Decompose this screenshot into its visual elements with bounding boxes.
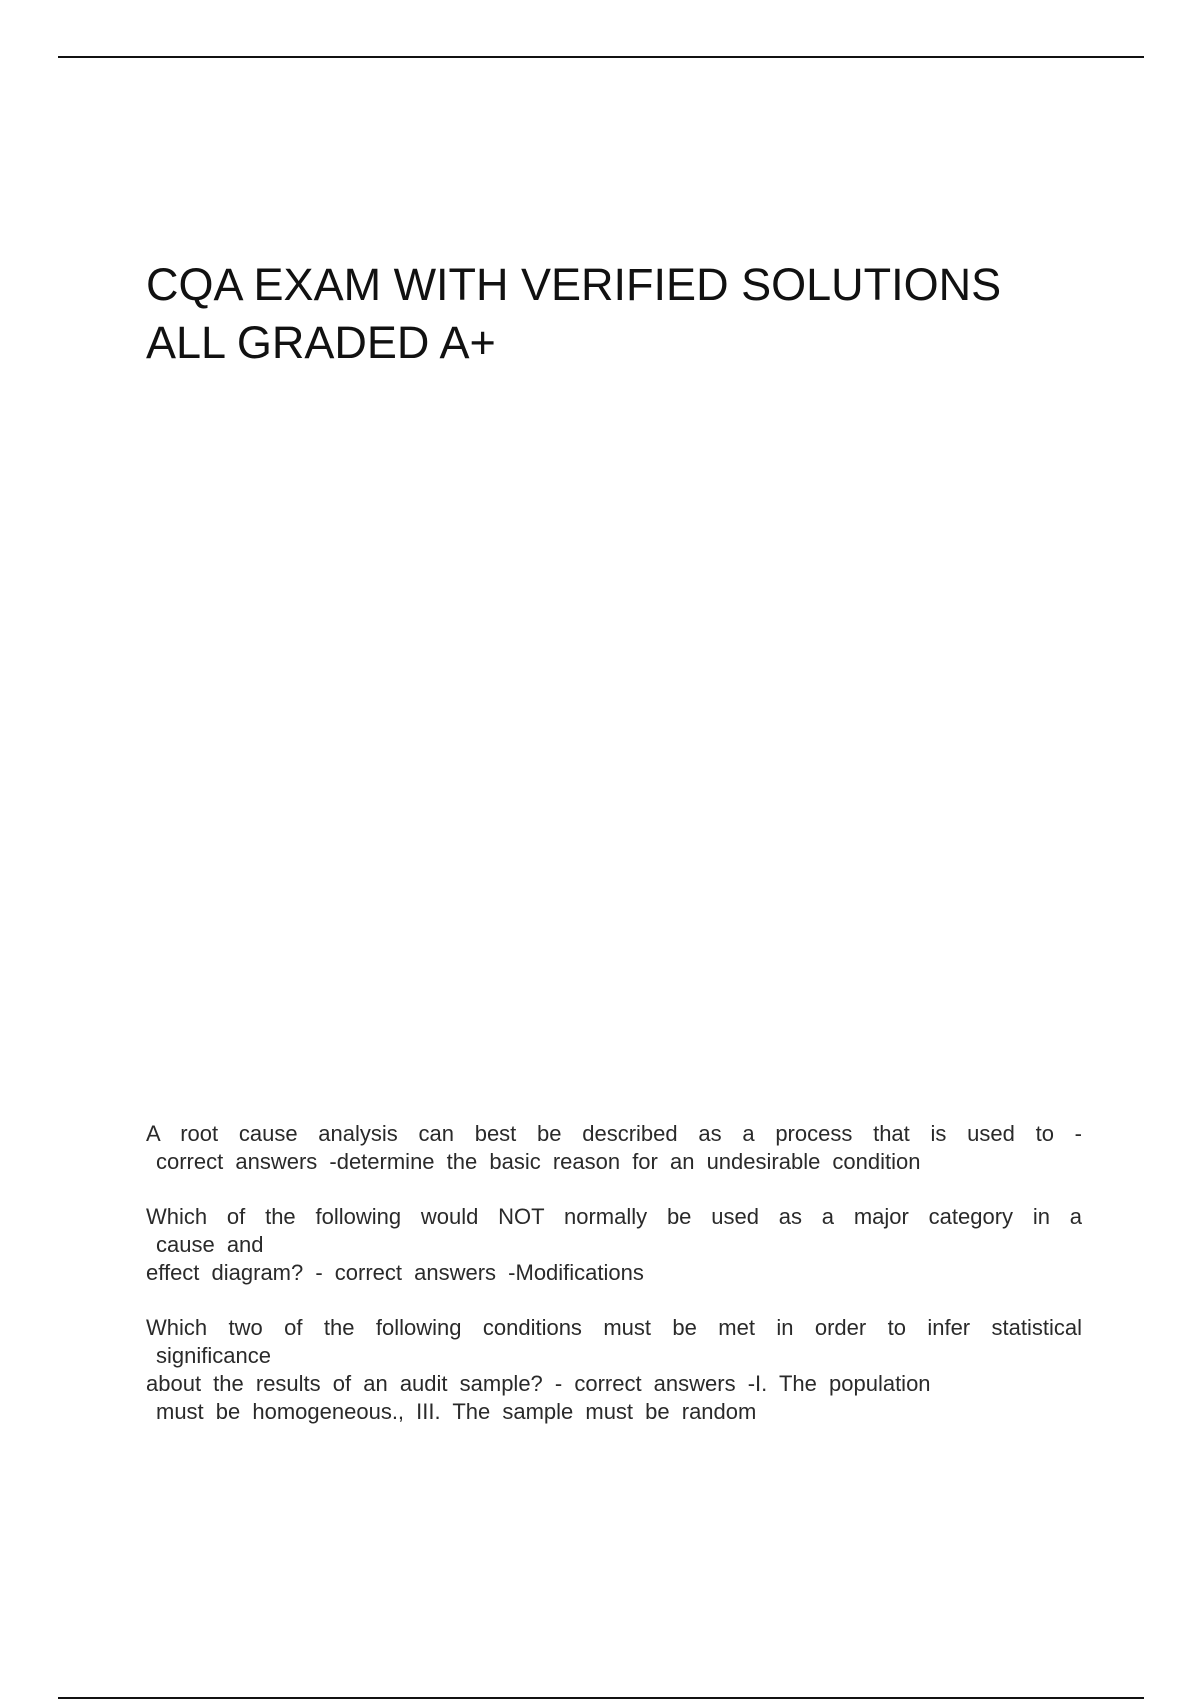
qa-line: significance [156,1343,271,1368]
question-answer-list [146,1120,1082,1453]
qa-line: must be homogeneous., III. The sample must be random [156,1399,757,1424]
qa-item-3 [146,1314,1082,1426]
qa-line: correct answers -determine the basic reason for an undesirable condition [156,1149,921,1174]
bottom-rule [58,1697,1144,1699]
qa-line: Which of the following would NOT normally be used as a major category in a [146,1204,1082,1229]
document-title [146,256,1106,372]
qa-line: about the results of an audit sample? - correct answers -I. The population [146,1371,931,1396]
top-rule [58,56,1144,58]
qa-item-1 [146,1120,1082,1176]
qa-item-2 [146,1203,1082,1287]
qa-line: A root cause analysis can best be described as a process that is used to - [146,1121,1082,1146]
qa-line: Which two of the following conditions must be met in order to infer statistical [146,1315,1082,1340]
qa-line: effect diagram? - correct answers -Modifications [146,1260,644,1285]
document-title-line-1: CQA EXAM WITH VERIFIED SOLUTIONS [146,259,1002,310]
qa-line: cause and [156,1232,264,1257]
document-title-line-2: ALL GRADED A+ [146,317,496,368]
